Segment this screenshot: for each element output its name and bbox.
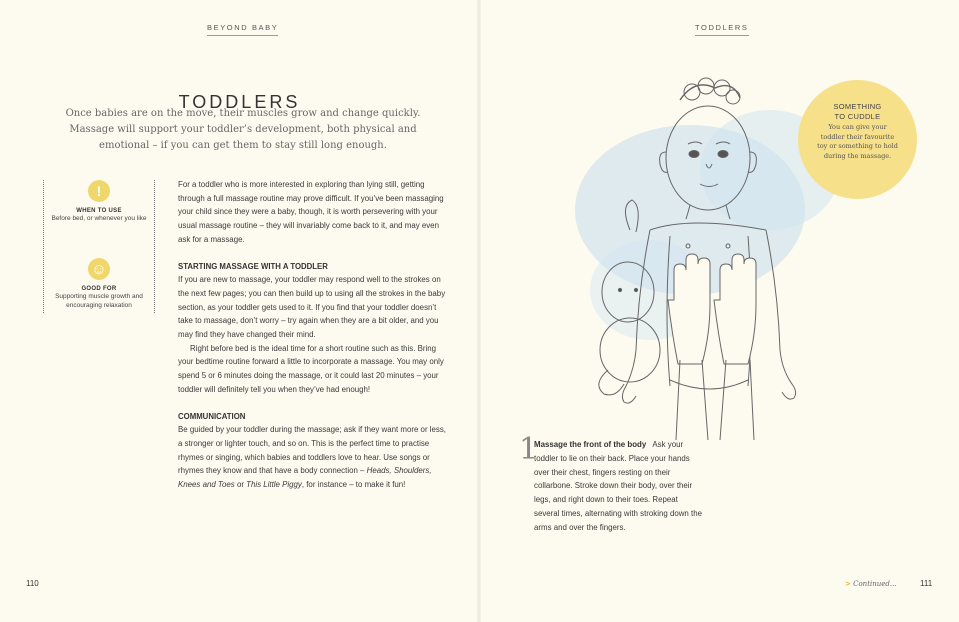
step-1-heading: Massage the front of the body [534,440,647,449]
p4-text-a: Be guided by your toddler during the massage; ask if they want more or less, a stronger or lighter touch, and so on. This is the perfect time to practise rhymes or singing, which babies and toddlers love to hear. Use songs or rhymes they know and that have a body connection – [178,425,446,476]
page-number-left: 110 [26,579,39,588]
section-heading-starting: STARTING MASSAGE WITH A TODDLER [178,261,328,271]
body-paragraph-2: If you are new to massage, your toddler may respond well to the strokes on the next few pages; you can then build up to using all the strokes in the baby section, as your toddler gets used to it. If you find that your toddler doesn’t take to massage, don’t worry – try again when they are a bit older, and you may find they have changed their mind. [178,275,446,340]
info-sidebar [43,180,155,313]
continued-text: Continued... [853,580,897,588]
something-to-cuddle-callout [798,80,917,199]
when-to-use-text: Before bed, or whenever you like [51,215,147,222]
body-paragraph-3: Right before bed is the ideal time for a short routine such as this. Bring your bedtime routine forward a little to incorporate a massage. You may only spend 5 or 6 minutes doing the massage, or it could last 20 minutes – your toddler will definitely tell you when they’ve had enough! [178,343,444,394]
running-head-right [695,23,749,36]
running-head-right-text: TODDLERS [695,23,749,32]
running-head-left-text: BEYOND BABY [207,23,279,32]
good-for-block [44,258,154,310]
running-head-right-rule [695,35,749,36]
cuddle-title [798,102,917,122]
page-number-right: 111 [920,579,933,588]
body-paragraph-1: For a toddler who is more interested in exploring than lying still, getting through a full massage routine may prove difficult. If you’ve been massaging your child since they were a baby, though, it is worth persevering with your usual massage routine – they will invariably come back to it, and may even ask for a massage. [178,180,444,244]
good-for-text: Supporting muscle growth and encouraging relaxation [55,293,143,309]
intro-text: Once babies are on the move, their muscles grow and change quickly. Massage will support your toddler’s development, both physical and emotional – if you can get them to stay still long enough. [65,108,421,151]
step-number: 1 [519,432,539,467]
section-heading-communication: COMMUNICATION [178,411,246,421]
step-1-text [534,438,704,535]
continued-arrow-icon: > [845,579,851,588]
p4-song-title-2: This Little Piggy [246,480,302,490]
when-to-use-heading: WHEN TO USE [76,208,122,214]
cuddle-text: You can give your toddler their favourite toy or something to hold during the massage. [817,123,898,160]
cuddle-title-line-2: TO CUDDLE [834,112,881,121]
step-1-body: Ask your toddler to lie on their back. Place your hands over their chest, fingers resting on their collarbone. Stroke down their body, over their legs, and right down to their toes. Repeat several times, alternating with stroking down the arms and over the fingers. [534,440,702,532]
page-title: TODDLERS [178,92,301,113]
continued-label [845,579,897,588]
running-head-left [207,23,278,36]
exclamation-icon: ! [88,180,110,202]
good-for-heading: GOOD FOR [81,286,117,292]
running-head-left-rule [207,35,278,36]
p4-song-title-1: Heads, Shoulders, Knees and Toes [178,466,432,490]
cuddle-title-line-1: SOMETHING [833,102,882,111]
body-paragraph-4 [178,423,450,492]
p4-or: or [234,480,247,490]
body-text-column [178,178,450,492]
when-to-use-block [44,180,154,223]
p4-text-b: , for instance – to make it fun! [301,480,406,490]
smiley-face-icon: ☺ [88,258,110,280]
